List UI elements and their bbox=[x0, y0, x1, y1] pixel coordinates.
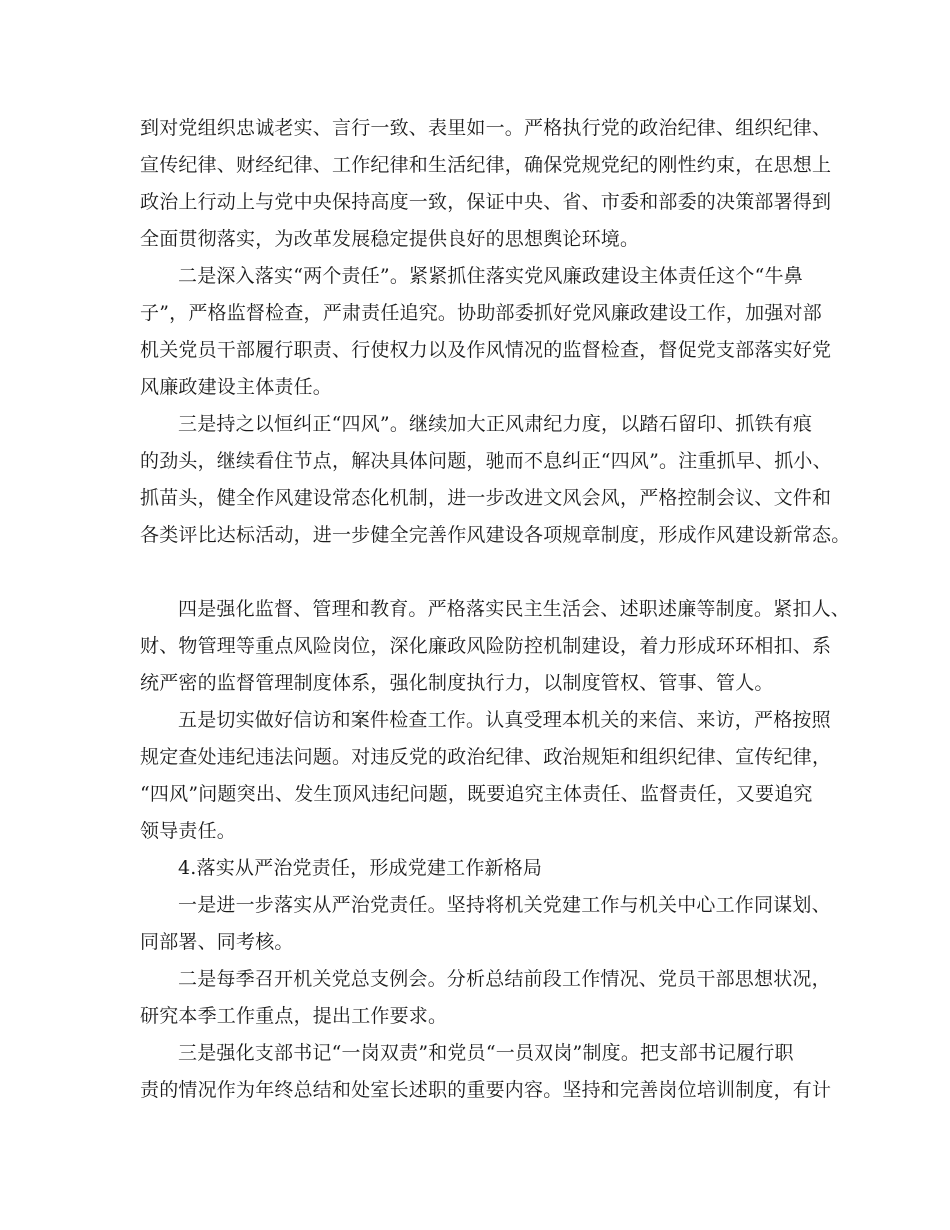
text-line: 机关党员干部履行职责、行使权力以及作风情况的监督检查，督促党支部落实好党 bbox=[140, 339, 832, 361]
text-line: 全面贯彻落实，为改革发展稳定提供良好的思想舆论环境。 bbox=[140, 228, 640, 250]
paragraph-start-line: 二是深入落实“两个责任”。紧紧抓住落实党风廉政建设主体责任这个“牛鼻 bbox=[178, 265, 803, 287]
text-line: 风廉政建设主体责任。 bbox=[140, 376, 333, 398]
section-heading: 4.落实从严治党责任，形成党建工作新格局 bbox=[178, 857, 543, 879]
paragraph-start-line: 一是进一步落实从严治党责任。坚持将机关党建工作与机关中心工作同谋划、 bbox=[178, 894, 831, 916]
paragraph-start-line: 三是持之以恒纠正“四风”。继续加大正风肃纪力度，以踏石留印、抓铁有痕 bbox=[178, 413, 813, 435]
text-line: 研究本季工作重点，提出工作要求。 bbox=[140, 1005, 448, 1027]
text-line: 的劲头，继续看住节点，解决具体问题，驰而不息纠正“四风”。注重抓早、抓小、 bbox=[140, 450, 832, 472]
paragraph-start-line: 二是每季召开机关党总支例会。分析总结前段工作情况、党员干部思想状况， bbox=[178, 968, 831, 990]
text-line: 同部署、同考核。 bbox=[140, 931, 294, 953]
text-line: 政治上行动上与党中央保持高度一致，保证中央、省、市委和部委的决策部署得到 bbox=[140, 191, 832, 213]
paragraph-start-line: 五是切实做好信访和案件检查工作。认真受理本机关的来信、来访，严格按照 bbox=[178, 709, 831, 731]
text-line: 到对党组织忠诚老实、言行一致、表里如一。严格执行党的政治纪律、组织纪律、 bbox=[140, 117, 832, 139]
text-line: 统严密的监督管理制度体系，强化制度执行力，以制度管权、管事、管人。 bbox=[140, 672, 774, 694]
text-line: 各类评比达标活动，进一步健全完善作风建设各项规章制度，形成作风建设新常态。 bbox=[140, 524, 851, 546]
text-line: 抓苗头，健全作风建设常态化机制，进一步改进文风会风，严格控制会议、文件和 bbox=[140, 487, 832, 509]
text-line: 领导责任。 bbox=[140, 820, 237, 842]
text-line: 财、物管理等重点风险岗位，深化廉政风险防控机制建设，着力形成环环相扣、系 bbox=[140, 635, 832, 657]
text-line: “四风”问题突出、发生顶风违纪问题，既要追究主体责任、监督责任，又要追究 bbox=[140, 783, 813, 805]
text-line: 子”，严格监督检查，严肃责任追究。协助部委抓好党风廉政建设工作，加强对部 bbox=[140, 302, 822, 324]
paragraph-start-line: 三是强化支部书记“一岗双责”和党员“一员双岗”制度。把支部书记履行职 bbox=[178, 1042, 794, 1064]
text-line: 责的情况作为年终总结和处室长述职的重要内容。坚持和完善岗位培训制度，有计 bbox=[140, 1079, 832, 1101]
text-line: 规定查处违纪违法问题。对违反党的政治纪律、政治规矩和组织纪律、宣传纪律， bbox=[140, 746, 832, 768]
paragraph-start-line: 四是强化监督、管理和教育。严格落实民主生活会、述职述廉等制度。紧扣人、 bbox=[178, 598, 851, 620]
text-line: 宣传纪律、财经纪律、工作纪律和生活纪律，确保党规党纪的刚性约束，在思想上 bbox=[140, 154, 832, 176]
